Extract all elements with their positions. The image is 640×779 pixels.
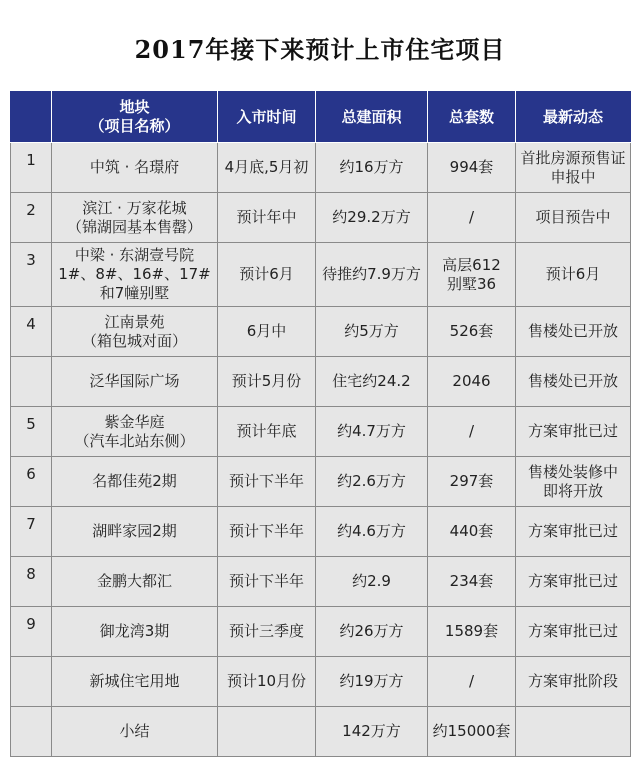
table-row (11, 457, 631, 507)
cell-launch-time: 预计5月份 (218, 357, 316, 407)
table-row (11, 407, 631, 457)
table-row (11, 507, 631, 557)
table-row (11, 243, 631, 307)
cell-latest-status: 预计6月 (516, 243, 631, 307)
table-row (11, 657, 631, 707)
cell-launch-time: 预计6月 (218, 243, 316, 307)
cell-index (11, 357, 52, 407)
cell-index: 1 (11, 143, 52, 193)
table-row (11, 307, 631, 357)
cell-total-area: 约2.9 (316, 557, 428, 607)
cell-latest-status: 项目预告中 (516, 193, 631, 243)
cell-latest-status: 售楼处已开放 (516, 307, 631, 357)
cell-total-units: 994套 (428, 143, 516, 193)
cell-latest-status: 售楼处已开放 (516, 357, 631, 407)
cell-index: 9 (11, 607, 52, 657)
cell-launch-time: 预计年中 (218, 193, 316, 243)
header-total-units: 总套数 (428, 92, 516, 143)
cell-index: 4 (11, 307, 52, 357)
cell-launch-time (218, 707, 316, 757)
cell-total-area: 142万方 (316, 707, 428, 757)
cell-total-area: 约16万方 (316, 143, 428, 193)
cell-index (11, 657, 52, 707)
header-index (11, 92, 52, 143)
table-row (11, 143, 631, 193)
header-latest-status: 最新动态 (516, 92, 631, 143)
cell-project-name: 江南景苑 （箱包城对面） (52, 307, 218, 357)
cell-total-area: 约5万方 (316, 307, 428, 357)
cell-index: 6 (11, 457, 52, 507)
cell-project-name: 滨江 · 万家花城 （锦湖园基本售罄） (52, 193, 218, 243)
cell-total-area: 约2.6万方 (316, 457, 428, 507)
cell-total-area: 住宅约24.2 (316, 357, 428, 407)
cell-total-units: 440套 (428, 507, 516, 557)
cell-total-units: 高层612 别墅36 (428, 243, 516, 307)
cell-total-units: 297套 (428, 457, 516, 507)
cell-project-name: 御龙湾3期 (52, 607, 218, 657)
table-row (11, 607, 631, 657)
cell-latest-status (516, 707, 631, 757)
cell-index (11, 707, 52, 757)
cell-latest-status: 首批房源预售证 申报中 (516, 143, 631, 193)
header-plot-name: 地块 （项目名称） (52, 92, 218, 143)
cell-launch-time: 预计下半年 (218, 507, 316, 557)
cell-latest-status: 方案审批已过 (516, 507, 631, 557)
cell-launch-time: 预计10月份 (218, 657, 316, 707)
cell-project-name: 新城住宅用地 (52, 657, 218, 707)
cell-project-name: 小结 (52, 707, 218, 757)
cell-total-units: 约15000套 (428, 707, 516, 757)
cell-index: 7 (11, 507, 52, 557)
cell-project-name: 中梁 · 东湖壹号院 1#、8#、16#、17# 和7幢别墅 (52, 243, 218, 307)
cell-launch-time: 预计三季度 (218, 607, 316, 657)
header-total-area: 总建面积 (316, 92, 428, 143)
cell-launch-time: 预计年底 (218, 407, 316, 457)
cell-total-units: / (428, 657, 516, 707)
cell-project-name: 金鹏大都汇 (52, 557, 218, 607)
cell-total-units: 234套 (428, 557, 516, 607)
cell-total-area: 待推约7.9万方 (316, 243, 428, 307)
cell-project-name: 泛华国际广场 (52, 357, 218, 407)
cell-latest-status: 方案审批阶段 (516, 657, 631, 707)
cell-total-area: 约26万方 (316, 607, 428, 657)
table-row (11, 193, 631, 243)
cell-project-name: 湖畔家园2期 (52, 507, 218, 557)
cell-index: 8 (11, 557, 52, 607)
cell-latest-status: 方案审批已过 (516, 407, 631, 457)
cell-index: 2 (11, 193, 52, 243)
cell-index: 3 (11, 243, 52, 307)
cell-total-units: 2046 (428, 357, 516, 407)
table-row (11, 557, 631, 607)
projects-table (10, 91, 631, 757)
cell-project-name: 中筑 · 名璟府 (52, 143, 218, 193)
cell-total-area: 约29.2万方 (316, 193, 428, 243)
header-launch-time: 入市时间 (218, 92, 316, 143)
cell-total-units: / (428, 407, 516, 457)
cell-launch-time: 预计下半年 (218, 457, 316, 507)
cell-launch-time: 4月底,5月初 (218, 143, 316, 193)
table-row (11, 357, 631, 407)
table-row (11, 707, 631, 757)
cell-latest-status: 方案审批已过 (516, 607, 631, 657)
cell-latest-status: 售楼处装修中 即将开放 (516, 457, 631, 507)
cell-total-area: 约19万方 (316, 657, 428, 707)
page-title: 2017年接下来预计上市住宅项目 (134, 35, 506, 64)
cell-total-units: 1589套 (428, 607, 516, 657)
cell-latest-status: 方案审批已过 (516, 557, 631, 607)
cell-launch-time: 预计下半年 (218, 557, 316, 607)
table-header-row (11, 92, 631, 143)
cell-index: 5 (11, 407, 52, 457)
cell-launch-time: 6月中 (218, 307, 316, 357)
cell-total-area: 约4.6万方 (316, 507, 428, 557)
cell-total-area: 约4.7万方 (316, 407, 428, 457)
cell-total-units: 526套 (428, 307, 516, 357)
cell-project-name: 紫金华庭 （汽车北站东侧） (52, 407, 218, 457)
cell-project-name: 名都佳苑2期 (52, 457, 218, 507)
cell-total-units: / (428, 193, 516, 243)
